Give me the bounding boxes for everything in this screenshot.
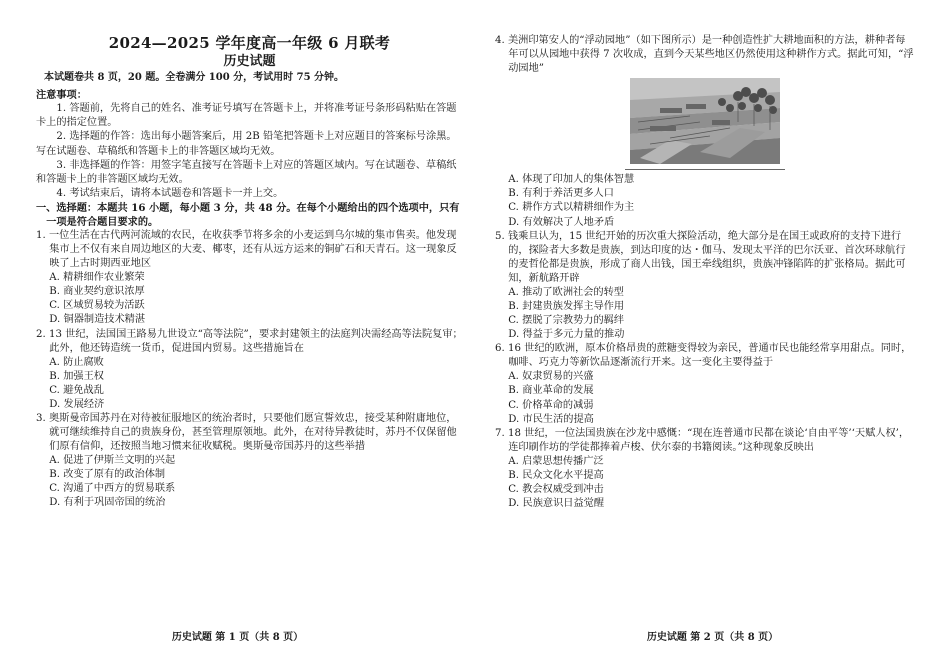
question-stem: 7. 18 世纪，一位法国贵族在沙龙中感慨：“现在连普通市民都在谈论‘自由平等’‘天赋人权’，连印刷作坊的学徒都捧着卢梭、伏尔泰的书籍阅读。”这种现象反映出: [495, 427, 910, 453]
question-4: [495, 34, 914, 230]
option-a: A. 促进了伊斯兰文明的兴起: [49, 455, 176, 467]
section-heading-line2: 一项是符合题目要求的。: [46, 215, 159, 228]
option-d: D. 铜器制造技术精湛: [49, 314, 146, 326]
option-a: A. 启蒙思想传播广泛: [508, 455, 604, 467]
question-5: [495, 230, 914, 343]
note-item: 4. 考试结束后，请将本试题卷和答题卡一并上交。: [56, 187, 284, 199]
option-d: D. 得益于多元力量的推动: [508, 329, 625, 341]
notes-heading: 注意事项：: [36, 89, 87, 102]
option-d: D. 民族意识日益觉醒: [508, 498, 605, 510]
option-c: C. 耕作方式以精耕细作为主: [508, 202, 635, 214]
note-item: 3. 非选择题的作答：用签字笔直接写在答题卡上对应的答题区域内。写在试题卷、草稿纸和答题卡上的非答题区域均无效。: [36, 159, 457, 185]
question-stem: 1. 一位生活在古代两河流域的农民，在收获季节将多余的小麦运到乌尔城的集市售卖。他发现集市上不仅有来自周边地区的大麦、椰枣，还有从远方运来的铜矿石和天青石。这一现象反映了上古时期西亚地区: [36, 229, 457, 270]
question-stem: 2. 13 世纪，法国国王路易九世设立“高等法院”，要求封建领主的法庭判决需经高等法院复审；此外，他还铸造统一货币，促进国内贸易。这些措施旨在: [36, 328, 463, 354]
exam-page-2: [475, 0, 950, 659]
option-d: D. 有利于巩固帝国的统治: [49, 497, 166, 509]
question-1: [36, 229, 463, 328]
option-a: A. 奴隶贸易的兴盛: [508, 371, 594, 383]
option-b: B. 商业革命的发展: [508, 385, 594, 397]
option-d: D. 有效解决了人地矛盾: [508, 216, 615, 228]
option-c: C. 价格革命的减弱: [508, 399, 594, 411]
note-item: 1. 答题前，先将自己的姓名、准考证号填写在答题卡上，并将准考证号条形码粘贴在答题卡上的指定位置。: [36, 103, 457, 129]
question-3: [36, 412, 463, 511]
option-c: C. 沟通了中西方的贸易联系: [49, 483, 176, 495]
option-a: A. 精耕细作农业繁荣: [49, 272, 145, 284]
option-a: A. 防止腐败: [49, 356, 104, 368]
note-item: 2. 选择题的作答：选出每小题答案后，用 2B 铅笔把答题卡上对应题目的答案标号涂黑。写在试题卷、草稿纸和答题卡上的非答题区域均无效。: [36, 131, 457, 157]
exam-title: 2024—2025 学年度高一年级 6 月联考: [108, 34, 391, 52]
option-c: C. 区域贸易较为活跃: [49, 300, 145, 312]
question-2: [36, 328, 463, 412]
question-6: [495, 342, 914, 426]
question-stem: 3. 奥斯曼帝国苏丹在对待被征服地区的统治者时，只要他们愿宣誓效忠，接受某种附庸地位，就可继续维持自己的贵族身份，甚至管理原领地。此外，在对待异教徒时，苏丹不仅保留他们原有信仰，还按照当地习惯来征收赋税。奥斯曼帝国苏丹的这些举措: [36, 412, 457, 453]
option-b: B. 封建贵族发挥主导作用: [508, 301, 625, 313]
question-stem: 5. 钱乘旦认为，15 世纪开始的历次重大探险活动，绝大部分是在国王或政府的支持下进行的，探险者大多数是贵族，到达印度的达・伽马、发现太平洋的巴尔沃亚、首次环球航行的麦哲伦都是贵族，形成了商人出钱，国王牵线组织，贵族冲锋陷阵的扩张格局。据此可知，新航路开辟: [495, 230, 906, 284]
floating-garden-figure: [495, 78, 914, 170]
option-b: B. 加强王权: [49, 370, 104, 382]
option-a: A. 体现了印加人的集体智慧: [508, 174, 635, 186]
option-d: D. 发展经济: [49, 398, 105, 410]
section-heading: [36, 201, 463, 229]
option-b: B. 有利于养活更多人口: [508, 188, 614, 200]
floating-garden-illustration: [630, 78, 780, 164]
question-stem: 4. 美洲印第安人的“浮动园地”（如下图所示）是一种创造性扩大耕地面积的方法，耕种者每年可以从园地中获得 7 次收成，直到今天某些地区仍然使用这种耕作方式。据此可知，“浮动园地”: [495, 35, 914, 75]
option-d: D. 市民生活的提高: [508, 413, 594, 425]
option-c: C. 避免战乱: [49, 384, 104, 396]
question-7: [495, 427, 914, 511]
section-heading-line1: 一、选择题：本题共 16 小题，每小题 3 分，共 48 分。在每个小题给出的四个选项中，只有: [36, 201, 460, 214]
subject-title: 历史试题: [223, 53, 276, 69]
option-c: C. 摆脱了宗教势力的羁绊: [508, 315, 625, 327]
option-b: B. 改变了原有的政治体制: [49, 469, 166, 481]
page-footer: 历史试题 第 2 页（共 8 页）: [646, 632, 779, 644]
question-stem: 6. 16 世纪的欧洲，原本价格昂贵的蔗糖变得较为亲民，普通市民也能经常享用甜点。同时，咖啡、巧克力等新饮品逐渐流行开来。这一变化主要得益于: [495, 343, 912, 369]
option-b: B. 商业契约意识浓厚: [49, 286, 145, 298]
page-footer: 历史试题 第 1 页（共 8 页）: [171, 632, 304, 644]
option-c: C. 教会权威受到冲击: [508, 484, 604, 496]
figure-underline: [625, 169, 785, 170]
exam-info: 本试题卷共 8 页，20 题。全卷满分 100 分，考试用时 75 分钟。: [44, 72, 345, 84]
option-b: B. 民众文化水平提高: [508, 469, 604, 481]
option-a: A. 推动了欧洲社会的转型: [508, 286, 624, 298]
